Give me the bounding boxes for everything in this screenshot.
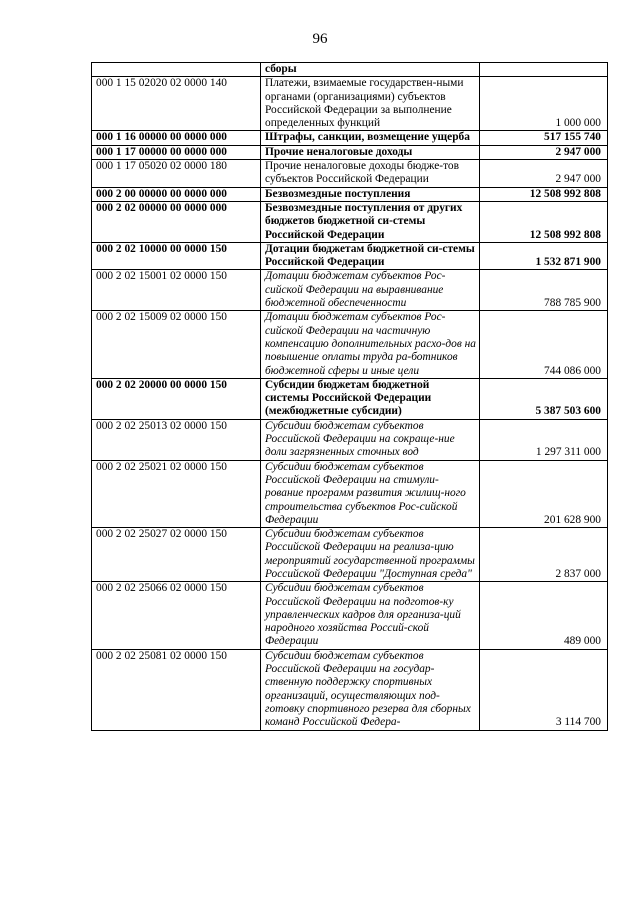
budget-code-cell: 000 2 02 15009 02 0000 150	[92, 311, 261, 378]
page-number: 96	[312, 31, 328, 47]
budget-code-cell: 000 1 17 00000 00 0000 000	[92, 145, 261, 159]
item-name-cell: Субсидии бюджетам субъектов Российской Федерации на реализа-цию мероприятий государственной программы Российской Федерации "Доступная среда"	[261, 528, 480, 582]
amount-cell: 2 837 000	[480, 528, 608, 582]
item-name-cell: Дотации бюджетам субъектов Рос-сийской Федерации на частичную компенсацию дополнительных расхо-дов на повышение оплаты труда ра-ботников бюджетной сферы и иные цели	[261, 311, 480, 378]
table-row	[92, 77, 608, 131]
amount-cell: 201 628 900	[480, 460, 608, 527]
table-row	[92, 378, 608, 419]
item-name-cell: Дотации бюджетам бюджетной си-стемы Российской Федерации	[261, 242, 480, 270]
table-row	[92, 160, 608, 188]
amount-cell	[480, 63, 608, 77]
revenue-table-body	[92, 63, 608, 731]
amount-cell: 5 387 503 600	[480, 378, 608, 419]
amount-cell: 489 000	[480, 582, 608, 649]
table-row	[92, 311, 608, 378]
amount-cell: 1 000 000	[480, 77, 608, 131]
table-row	[92, 63, 608, 77]
item-name-cell: Платежи, взимаемые государствен-ными органами (организациями) субъектов Российской Федерации за выполнение определенных функций	[261, 77, 480, 131]
table-row	[92, 131, 608, 145]
budget-code-cell: 000 2 02 25066 02 0000 150	[92, 582, 261, 649]
budget-code-cell: 000 2 02 15001 02 0000 150	[92, 270, 261, 311]
table-row	[92, 201, 608, 242]
amount-cell: 2 947 000	[480, 145, 608, 159]
item-name-cell: Безвозмездные поступления от других бюджетов бюджетной си-стемы Российской Федерации	[261, 201, 480, 242]
amount-cell: 744 086 000	[480, 311, 608, 378]
budget-code-cell: 000 2 02 25021 02 0000 150	[92, 460, 261, 527]
item-name-cell: Субсидии бюджетам субъектов Российской Федерации на сокраще-ние доли загрязненных сточных вод	[261, 419, 480, 460]
table-row	[92, 270, 608, 311]
table-row	[92, 528, 608, 582]
amount-cell: 2 947 000	[480, 160, 608, 188]
budget-code-cell: 000 2 02 00000 00 0000 000	[92, 201, 261, 242]
item-name-cell: Штрафы, санкции, возмещение ущерба	[261, 131, 480, 145]
amount-cell: 12 508 992 808	[480, 187, 608, 201]
amount-cell: 3 114 700	[480, 649, 608, 730]
amount-cell: 517 155 740	[480, 131, 608, 145]
table-row	[92, 582, 608, 649]
amount-cell: 1 297 311 000	[480, 419, 608, 460]
budget-code-cell: 000 1 17 05020 02 0000 180	[92, 160, 261, 188]
budget-code-cell: 000 2 02 10000 00 0000 150	[92, 242, 261, 270]
table-row	[92, 145, 608, 159]
item-name-cell: сборы	[261, 63, 480, 77]
item-name-cell: Субсидии бюджетам субъектов Российской Федерации на государ-ственную поддержку спортивных организаций, осуществляющих под-готовку спортивного резерва для сборных команд Российской Федера-	[261, 649, 480, 730]
budget-code-cell: 000 2 02 25013 02 0000 150	[92, 419, 261, 460]
item-name-cell: Субсидии бюджетам субъектов Российской Федерации на стимули-рование программ развития жилищ-ного строительства субъектов Рос-сийской Федерации	[261, 460, 480, 527]
amount-cell: 12 508 992 808	[480, 201, 608, 242]
item-name-cell: Дотации бюджетам субъектов Рос-сийской Федерации на выравнивание бюджетной обеспеченности	[261, 270, 480, 311]
item-name-cell: Субсидии бюджетам субъектов Российской Федерации на подготов-ку управленческих кадров для организа-ций народного хозяйства Россий-ской Федерации	[261, 582, 480, 649]
table-row	[92, 649, 608, 730]
amount-cell: 788 785 900	[480, 270, 608, 311]
amount-cell: 1 532 871 900	[480, 242, 608, 270]
budget-code-cell: 000 2 02 20000 00 0000 150	[92, 378, 261, 419]
budget-code-cell: 000 2 02 25027 02 0000 150	[92, 528, 261, 582]
budget-code-cell	[92, 63, 261, 77]
table-row	[92, 187, 608, 201]
budget-code-cell: 000 2 00 00000 00 0000 000	[92, 187, 261, 201]
budget-code-cell: 000 1 15 02020 02 0000 140	[92, 77, 261, 131]
revenue-table	[91, 62, 608, 731]
item-name-cell: Прочие неналоговые доходы бюдже-тов субъектов Российской Федерации	[261, 160, 480, 188]
table-row	[92, 419, 608, 460]
item-name-cell: Субсидии бюджетам бюджетной системы Российской Федерации (межбюджетные субсидии)	[261, 378, 480, 419]
budget-code-cell: 000 1 16 00000 00 0000 000	[92, 131, 261, 145]
budget-code-cell: 000 2 02 25081 02 0000 150	[92, 649, 261, 730]
item-name-cell: Прочие неналоговые доходы	[261, 145, 480, 159]
table-row	[92, 460, 608, 527]
table-row	[92, 242, 608, 270]
item-name-cell: Безвозмездные поступления	[261, 187, 480, 201]
